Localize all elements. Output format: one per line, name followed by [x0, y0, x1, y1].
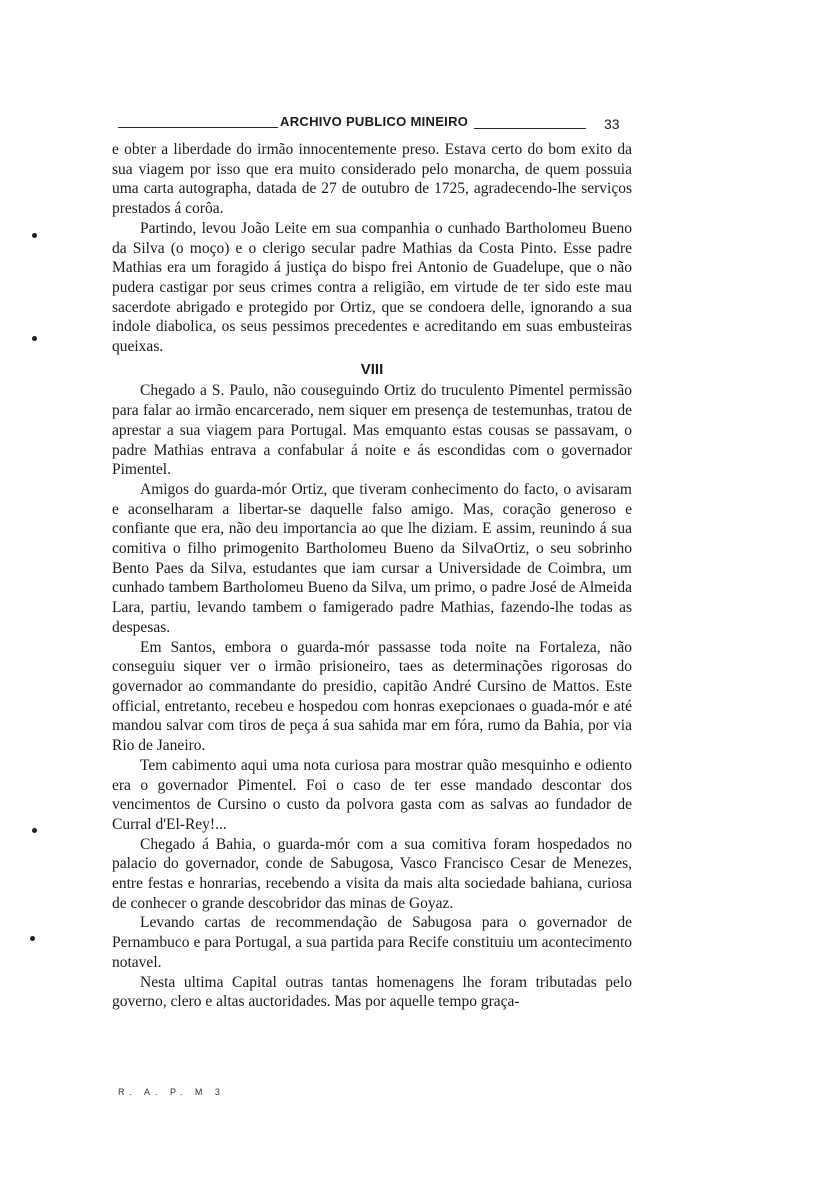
page-number: 33	[604, 116, 620, 132]
binding-hole-mark	[32, 233, 37, 238]
running-header	[118, 112, 628, 136]
header-rule-right	[474, 128, 586, 129]
paragraph: Em Santos, embora o guarda-mór passasse toda noite na Fortaleza, não conseguiu siquer ver o irmão prisioneiro, taes as determinações rigorosas do governador ao commandante do presidio, capitão André Cursino de Mattos. Este official, entretanto, recebeu e hospedou com honras exepcionaes o guada-mór e até mandou salvar com tiros de peça á sua sahida mar em fóra, rumo da Bahia, por via Rio de Janeiro.	[112, 638, 632, 755]
binding-hole-mark	[32, 828, 37, 833]
binding-hole-mark	[32, 336, 37, 341]
binding-hole-mark	[30, 936, 35, 941]
paragraph: Levando cartas de recommendação de Sabugosa para o governador de Pernambuco e para Portugal, a sua partida para Recife constituiu um acontecimento notavel.	[112, 914, 632, 971]
paragraph: Chegado á Bahia, o guarda-mór com a sua comitiva foram hospedados no palacio do governador, conde de Sabugosa, Vasco Francisco Cesar de Menezes, entre festas e honrarias, recebendo a visita da mais alta sociedade bahiana, curiosa de conhecer o grande descobridor das minas de Goyaz.	[112, 835, 632, 912]
paragraph: Chegado a S. Paulo, não couseguindo Ortiz do truculento Pimentel permissão para falar ao irmão encarcerado, nem siquer em presença de testemunhas, tratou de aprestar a sua viagem para Portugal. Mas emquanto estas cousas se passavam, o padre Mathias entrava a confabular á noite e ás escondidas com o governador Pimentel.	[112, 382, 632, 479]
paragraph: Amigos do guarda-mór Ortiz, que tiveram conhecimento do facto, o avisaram e aconselharam a libertar-se daquelle falso amigo. Mas, coração generoso e confiante que era, não deu importancia ao que lhe diziam. E assim, reunindo á sua comitiva o filho primogenito Bartholomeu Bueno da SilvaOrtiz, o seu sobrinho Bento Paes da Silva, estudantes que iam cursar a Universidade de Coimbra, um cunhado tambem Bartholomeu Bueno da Silva, um primo, o padre José de Almeida Lara, partiu, levando tambem o famigerado padre Mathias, fazendo-lhe todas as despesas.	[112, 480, 632, 636]
signature-mark: R. A. P. M 3	[118, 1087, 225, 1097]
header-rule-left	[118, 127, 278, 128]
paragraph: Partindo, levou João Leite em sua companhia o cunhado Bartholomeu Bueno da Silva (o moço) e o clerigo secular padre Mathias da Costa Pinto. Esse padre Mathias era um foragido á justiça do bispo frei Antonio de Guadelupe, que o não pudera castigar por seus crimes contra a religião, em virtude de ter sido este mau sacerdote abrigado e protegido por Ortiz, que se condoera delle, ignorando a sua indole diabolica, os seus pessimos precedentes e acreditando em suas embusteiras queixas.	[112, 219, 632, 356]
paragraph: e obter a liberdade do irmão innocentemente preso. Estava certo do bom exito da sua viagem por isso que era muito considerado pelo monarcha, de quem possuia uma carta autographa, datada de 27 de outubro de 1725, agradecendo-lhe serviços prestados á corôa.	[112, 141, 632, 218]
paragraph: Tem cabimento aqui uma nota curiosa para mostrar quão mesquinho e odiento era o governador Pimentel. Foi o caso de ter esse mandado descontar dos vencimentos de Cursino o custo da polvora gasta com as salvas ao fundador de Curral d'El-Rey!...	[112, 756, 632, 833]
section-heading: VIII	[360, 360, 384, 378]
body-text	[112, 140, 632, 1012]
paragraph: Nesta ultima Capital outras tantas homenagens lhe foram tributadas pelo governo, clero e altas auctoridades. Mas por aquelle tempo graça-	[112, 973, 632, 1011]
running-title: ARCHIVO PUBLICO MINEIRO	[280, 114, 469, 129]
